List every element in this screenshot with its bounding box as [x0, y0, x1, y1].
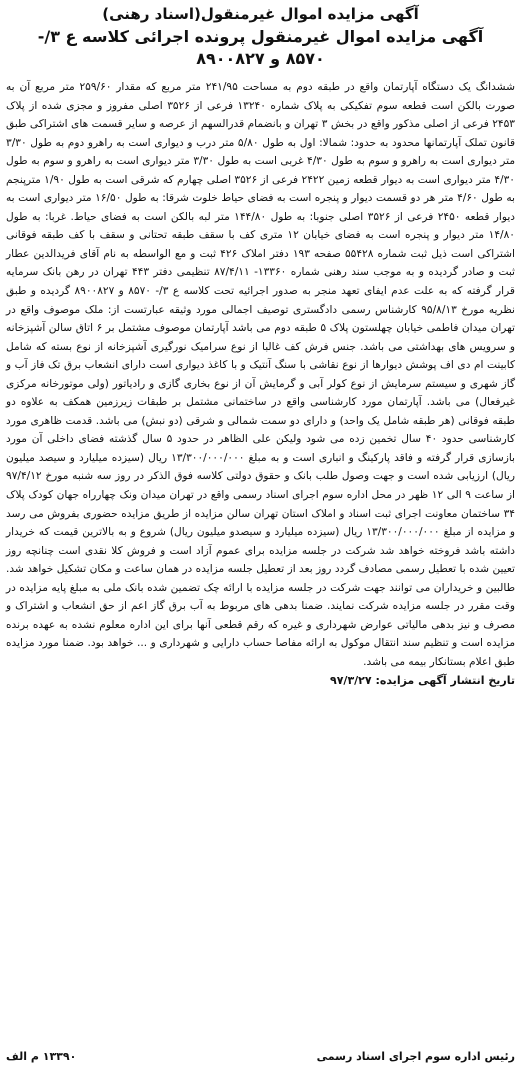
publication-date: تاریخ انتشار آگهی مزایده: ۹۷/۳/۲۷ — [330, 673, 515, 687]
notice-title: آگهی مزایده اموال غیرمنقول(اسناد رهنی) — [102, 5, 419, 23]
notice-subtitle-line-2: ۸۵۷۰ و ۸۹۰۰۸۲۷ — [196, 49, 325, 68]
notice-footer — [6, 1046, 515, 1066]
notice-body: ششدانگ یک دستگاه آپارتمان واقع در طبقه دوم به مساحت ۲۴۱/۹۵ متر مربع که مقدار ۲۵۹/۶۰ متر مربع آن به صورت بالکن است قطعه سوم تفکیکی به پلاک شماره ۱۳۲۴۰ فرعی از ۳۵۲۶ اصلی مفروز و مجزی شده از پلاک ۲۴۵۳ فرعی از اصلی مذکور واقع در بخش ۳ تهران و بانضمام قدرالسهم از عرصه و سایر قسمت های اشتراکی طبق قانون تملک آپارتمانها محدود به حدود: شمالا: اول به طول ۵/۸۰ متر درب و دیواری است به راهرو دوم به طول ۳/۳۰ متر دیواری است به راهرو و سوم به طول ۴/۳۰ غربی است به طول ۳/۳۰ متر دیواری است به راهرو و سوم به طول ۴/۳۰ متر دیواری است به دیوار قطعه زمین ۲۴۲۲ فرعی از ۳۵۲۶ اصلی چهارم که شرقی است به طول ۱/۹۰ مترپنجم به طول ۴/۶۰ متر هر دو قسمت دیوار و پنجره است به فضای حیاط خلوت شرقا: به طول ۱۶/۵۰ متر دیواری است به دیوار قطعه ۲۴۵۰ فرعی از ۳۵۲۶ اصلی جنوبا: به طول ۱۴۴/۸۰ متر لبه بالکن است به فضای حیاط. غربا: به طول ۱۴/۸۰ متر دیوار و پنجره است به فضای خیابان ۱۲ متری کف با سقف طبقه تحتانی و سقف با کف طبقه فوقانی اشتراکی است ذیل ثبت شماره ۵۵۴۲۸ صفحه ۱۹۳ دفتر املاک ۴۲۶ ثبت و مع الواسطه به نام آقای فریدالدین عطار ثبت و صادر گردیده و به موجب سند رهنی شماره ۱۳۳۶۰- ۸۷/۴/۱۱ تنظیمی دفتر ۴۴۳ تهران در رهن بانک سرمایه قرار گرفته که به علت عدم ایفای تعهد منجر به صدور اجرائیه تحت کلاسه ع ۳/- ۸۵۷۰ و ۸۹۰۰۸۲۷ گردیده و طبق نظریه مورخ ۹۵/۸/۱۳ کارشناس رسمی دادگستری توصیف اجمالی مورد وثیقه عبارتست از: ملک موصوف واقع در تهران میدان فاطمی خیابان چهلستون پلاک ۵ طبقه دوم می باشد آپارتمان موصوف مشتمل بر ۶ اتاق سالن آشپزخانه و سرویس های بهداشتی می باشد. جنس فرش کف غالبا از نوع سرامیک نورگیری آشپزخانه از نوع بسته که شامل کابینت ام دی اف پوشش دیوارها از نوع نقاشی با سنگ آنتیک و با کاغذ دیواری است دارای انشعاب برق تک فاز آب و گاز شهری و سیستم سرمایش از نوع کولر آبی و گرمایش آن از نوع بخاری گازی و رادیاتور (ولی موتورخانه مرکزی غیرفعال) می باشد. آپارتمان مورد کارشناسی واقع در ساختمانی مشتمل بر طبقات زیرزمین همکف به علاوه دو طبقه فوقانی (هر طبقه شامل یک واحد) و دارای دو سمت شمالی و شرقی (دو نبش) می باشد. قدمت ظاهری مورد کارشناسی حدود ۴۰ سال تخمین زده می شود ولیکن علی الظاهر در حدود ۵ سال گذشته فضای داخلی آن مورد بازسازی قرار گرفته و فاقد پارکینگ و انباری است و به مبلغ ۱۳/۳۰۰/۰۰۰/۰۰۰ ریال (سیزده میلیارد و سیصد میلیون ریال) ارزیابی شده است و جهت وصول طلب بانک و حقوق دولتی کلاسه فوق الذکر در روز سه شنبه مورخ ۹۷/۴/۱۲ از ساعت ۹ الی ۱۲ ظهر در محل اداره سوم اجرای اسناد رسمی واقع در تهران میدان ونک چهارراه جهان کودک پلاک ۳۴ ساختمان معاونت اجرای ثبت اسناد و املاک استان تهران سالن مزایده از طریق مزایده حضوری بفروش می رسد و مزایده از مبلغ ۱۳/۳۰۰/۰۰۰/۰۰۰ ریال (سیزده میلیارد و سیصدو میلیون ریال) شروع و به بالاترین قیمت که خریدار داشته باشد فروخته خواهد شد شرکت در جلسه مزایده برای عموم آزاد است و فروش کلا نقدی است چنانچه روز تعیین شده با تعطیل رسمی مصادف گردد روز بعد از تعطیل جلسه مزایده در همان ساعت و مکان تشکیل خواهد شد. طالبین و خریداران می توانند جهت شرکت در جلسه مزایده با ارائه چک تضمین شده بانک ملی به مبلغ پایه مزایده در وقت مقرر در جلسه مزایده شرکت نمایند. ضمنا بدهی های مربوط به آب برق گاز اعم از حق انشعاب و اشتراک و مصرف و نیز بدهی مالیاتی عوارض شهرداری و غیره که رقم قطعی آنها برای این اداره معلوم نشده به عهده برنده مزایده است و تنظیم سند انتقال موکول به ارائه مفاصا حساب دارایی و شهرداری و ... خواهد بود. ضمنا مورد مزایده طبق اعلام بستانکار بیمه می باشد. — [6, 81, 516, 668]
signature-line: رئیس اداره سوم اجرای اسناد رسمی — [316, 1049, 515, 1063]
reference-number: ۱۳۳۹۰ م الف — [6, 1049, 77, 1063]
notice-subtitle-line-1: آگهی مزایده اموال غیرمنقول پرونده اجرائی کلاسه ع ۳/- — [37, 27, 484, 46]
